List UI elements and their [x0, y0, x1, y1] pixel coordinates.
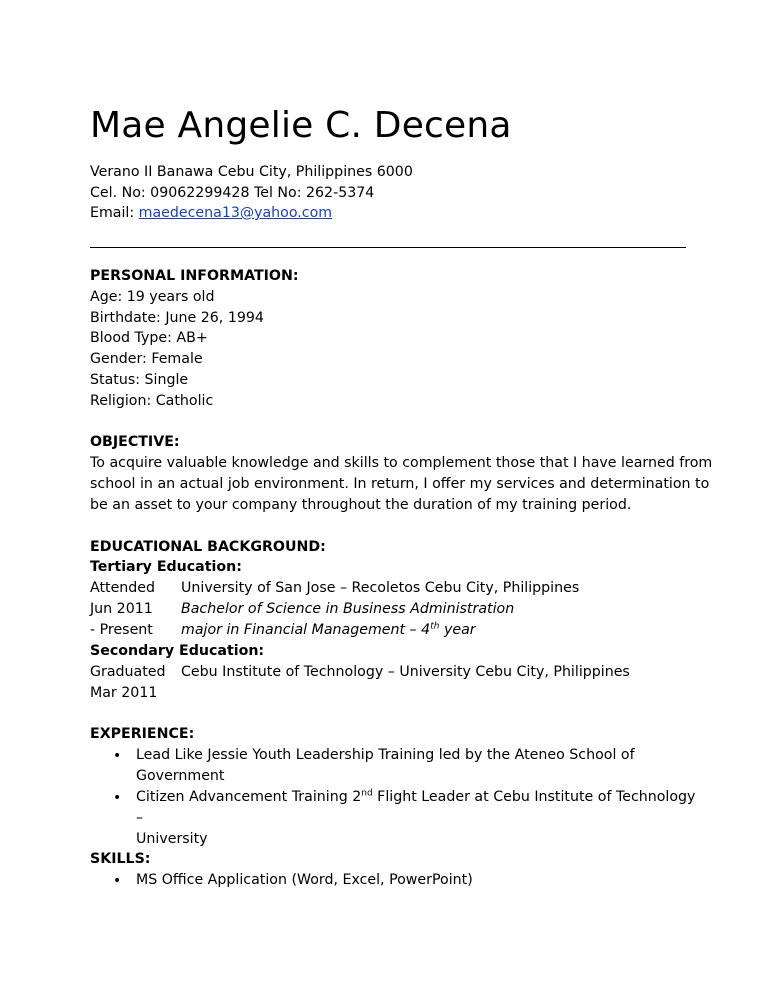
email-line: [90, 203, 332, 224]
secondary-date: Mar 2011: [90, 685, 158, 701]
phone-line: Cel. No: 09062299428 Tel No: 262-5374: [90, 185, 375, 201]
objective-line-1: To acquire valuable knowledge and skills to complement those that I have learned from: [90, 455, 713, 471]
secondary-school: Cebu Institute of Technology – University Cebu City, Philippines: [181, 664, 630, 680]
bullet-icon: •: [113, 790, 122, 806]
objective-line-3: be an asset to your company throughout the duration of my training period.: [90, 497, 632, 513]
objective-heading: OBJECTIVE:: [90, 434, 180, 450]
applicant-name: Mae Angelie C. Decena: [90, 105, 512, 146]
tertiary-major: major in Financial Management – 4th year: [181, 621, 476, 638]
personal-birthdate: Birthdate: June 26, 1994: [90, 310, 264, 326]
bullet-icon: •: [113, 748, 122, 764]
tertiary-end-date: - Present: [90, 622, 153, 638]
education-heading: EDUCATIONAL BACKGROUND:: [90, 539, 326, 555]
skills-heading: SKILLS:: [90, 851, 151, 867]
personal-age: Age: 19 years old: [90, 289, 215, 305]
personal-blood-type: Blood Type: AB+: [90, 330, 208, 346]
experience-item-2: Citizen Advancement Training 2nd Flight Leader at Cebu Institute of Technology – University: [136, 788, 696, 847]
header-divider: [90, 247, 686, 248]
personal-religion: Religion: Catholic: [90, 393, 214, 409]
experience-heading: EXPERIENCE:: [90, 726, 195, 742]
tertiary-attended: Attended: [90, 580, 156, 596]
objective-line-2: school in an actual job environment. In return, I offer my services and determination to: [90, 476, 710, 492]
email-link[interactable]: maedecena13@yahoo.com: [138, 205, 333, 221]
email-label: Email:: [90, 205, 139, 221]
personal-info-heading: PERSONAL INFORMATION:: [90, 268, 299, 284]
tertiary-start-date: Jun 2011: [90, 601, 153, 617]
personal-gender: Gender: Female: [90, 351, 203, 367]
secondary-graduated: Graduated: [90, 664, 166, 680]
tertiary-heading: Tertiary Education:: [90, 559, 242, 575]
personal-status: Status: Single: [90, 372, 189, 388]
address-line: Verano II Banawa Cebu City, Philippines 6000: [90, 164, 413, 180]
tertiary-school: University of San Jose – Recoletos Cebu City, Philippines: [181, 580, 580, 596]
bullet-icon: •: [113, 873, 122, 889]
tertiary-degree: Bachelor of Science in Business Administration: [181, 601, 515, 617]
secondary-heading: Secondary Education:: [90, 643, 265, 659]
skills-item-1: MS Office Application (Word, Excel, PowerPoint): [136, 872, 473, 888]
experience-item-1: Lead Like Jessie Youth Leadership Training led by the Ateneo School of Government: [136, 747, 635, 784]
